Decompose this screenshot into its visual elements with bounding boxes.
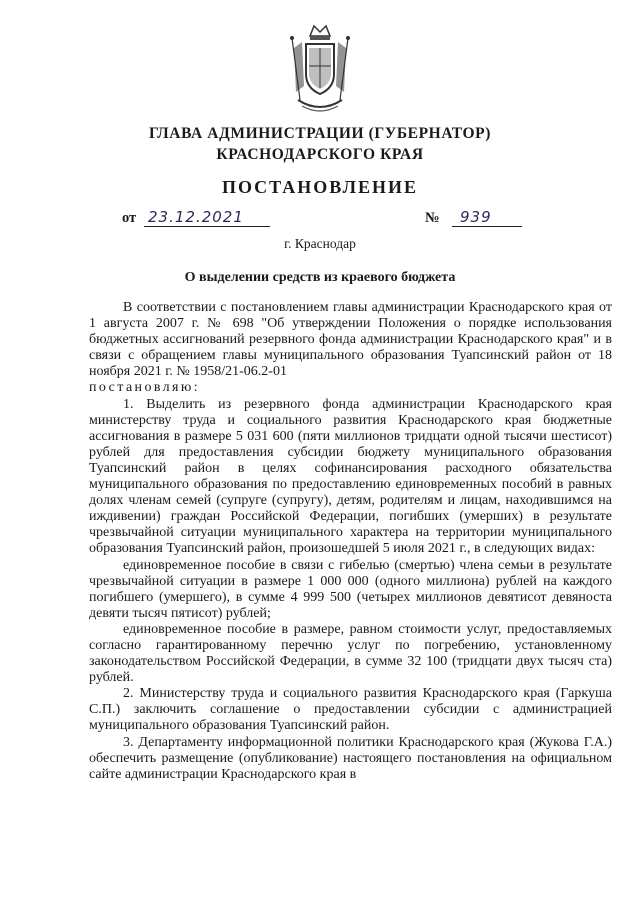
date-number-row <box>122 208 522 232</box>
document-type: ПОСТАНОВЛЕНИЕ <box>221 177 419 197</box>
document-body <box>89 300 612 783</box>
paragraph-1b: единовременное пособие в размере, равном стоимости услуг, предоставляемых согласно гарантированному перечню услуг по погребению, установленному законодательством Российской Федерации, в сумме 32 100 (тридцати двух тысяч ста) рублей. <box>89 621 612 686</box>
authority-title-line1: ГЛАВА АДМИНИСТРАЦИИ (ГУБЕРНАТОР) <box>149 125 491 142</box>
paragraph-1a: единовременное пособие в связи с гибелью (смертью) члена семьи в результате чрезвычайной ситуации в размере 1 000 000 (одного миллиона) рублей на каждого погибшего (умершего), в сумме 4 999 500 (четырех миллионов девятисот девяноста девяти тысяч пятисот) рублей; <box>89 557 612 621</box>
paragraph-2: 2. Министерству труда и социального развития Краснодарского края (Гаркуша С.П.) заключить соглашение о предоставлении субсидии с администрацией муниципального образования Туапсинский район. <box>89 686 612 734</box>
coat-of-arms-icon <box>286 22 354 116</box>
paragraph-3: 3. Департаменту информационной политики Краснодарского края (Жукова Г.А.) обеспечить размещение (опубликование) настоящего постановления на официальном сайте администрации Краснодарского края в <box>89 734 612 782</box>
date-label: от <box>122 210 137 226</box>
resolve-line <box>89 380 612 396</box>
preamble-paragraph: В соответствии с постановлением главы администрации Краснодарского края от 1 августа 2007 г. № 698 "Об утверждении Положения о порядке использования бюджетных ассигнований резервного фонда администрации Краснодарского края" и в связи с обращением главы муниципального образования Туапсинский район от 18 ноября 2021 г. № 1958/21-06.2-01 <box>89 300 612 380</box>
paragraph-1: 1. Выделить из резервного фонда администрации Краснодарского края министерству труда и социального развития Краснодарского края бюджетные ассигнования в размере 5 031 600 (пяти миллионов тридцати одной тысячи шестисот) рублей для предоставления субсидии бюджету муниципального образования Туапсинский район в целях софинансирования расходного обязательства муниципального образования по предоставлению единовременных пособий в равных долях членам семей (супруге (супругу), детям, родителям и лицам, находившимся на иждивении) граждан Российской Федерации, погибших (умерших) в результате чрезвычайной ситуации муниципального характера на территории муниципального образования Туапсинский район, произошедшей 5 июля 2021 г., в следующих видах: <box>89 396 612 557</box>
resolve-word: постановляю: <box>89 380 201 396</box>
date-underline <box>144 226 270 227</box>
number-handwritten: 939 <box>460 208 492 226</box>
city-line: г. Краснодар <box>284 236 356 251</box>
authority-title-line2: КРАСНОДАРСКОГО КРАЯ <box>216 146 424 163</box>
document-subject: О выделении средств из краевого бюджета <box>184 270 456 285</box>
number-label: № <box>425 210 440 226</box>
date-handwritten: 23.12.2021 <box>148 208 244 226</box>
number-underline <box>452 226 522 227</box>
